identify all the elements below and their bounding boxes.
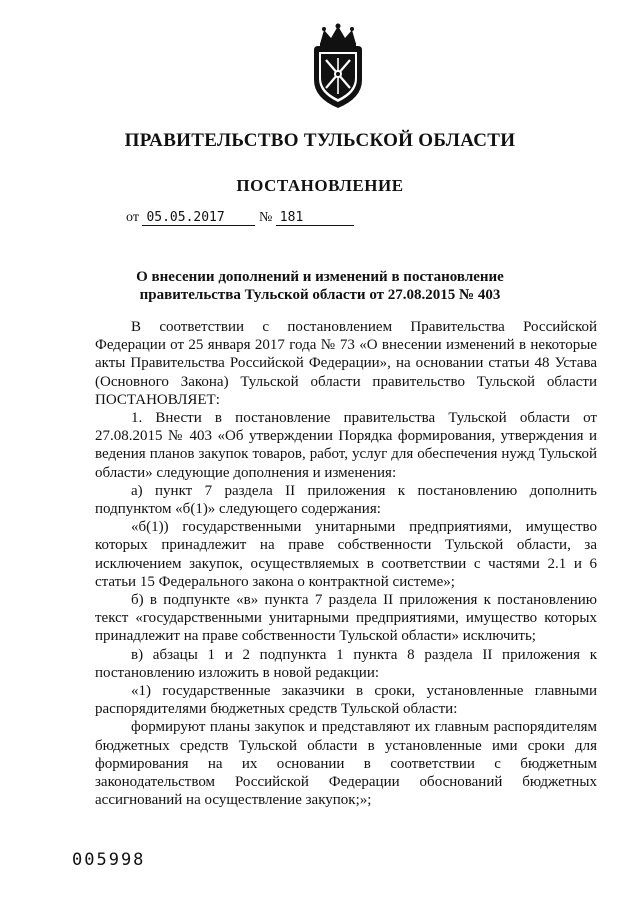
tula-coat-of-arms-icon [306,22,370,110]
paragraph-subitem-b: б) в подпункте «в» пункта 7 раздела II приложения к постановлению текст «государственными унитарными предприятиями, имущество которых принадлежит на праве собственности Тульской области» исключить; [95,592,597,645]
paragraph-plans: формируют планы закупок и представляют их главным распорядителям бюджетных средств Тульской области в установленные ими сроки для формирования на их основании в соответствии с бюджетным законодательством Российской Федерации обоснований бюджетных ассигнований на осуществление закупок;»; [95,719,597,809]
government-title: ПРАВИТЕЛЬСТВО ТУЛЬСКОЙ ОБЛАСТИ [124,130,516,151]
document-subject [80,268,560,304]
document-number: 181 [276,210,354,226]
paragraph-quote-1: «1) государственные заказчики в сроки, установленные главными распорядителями бюджетных средств Тульской области: [95,683,597,718]
date-number-line [126,210,354,226]
document-body [95,318,597,809]
subject-line-1: О внесении дополнений и изменений в постановление [136,269,504,285]
paragraph-subitem-a: а) пункт 7 раздела II приложения к постановлению дополнить подпунктом «б(1)» следующего содержания: [95,482,597,518]
serial-number: 005998 [72,850,146,870]
document-date: 05.05.2017 [142,210,255,226]
date-prefix: от [126,210,139,225]
number-prefix: № [258,210,273,225]
paragraph-preamble: В соответствии с постановлением Правительства Российской Федерации от 25 января 2017 года № 73 «О внесении изменений в некоторые акты Правительства Российской Федерации», на основании статьи 48 Устава (Основного Закона) Тульской области правительство Тульской области ПОСТАНОВЛЯЕТ: [95,319,597,408]
paragraph-subitem-v: в) абзацы 1 и 2 подпункта 1 пункта 8 раздела II приложения к постановлению изложить в новой редакции: [95,646,597,681]
paragraph-item-1: 1. Внести в постановление правительства Тульской области от 27.08.2015 № 403 «Об утверждении Порядка формирования, утверждения и ведения планов закупок товаров, работ, услуг для обеспечения нужд Тульской области» следующие дополнения и изменения: [95,410,597,481]
paragraph-quote-b1: «б(1)) государственными унитарными предприятиями, имущество которых принадлежит на праве собственности Тульской области, за исключением закупок, осуществляемых в соответствии с частями 2.1 и 6 статьи 15 Федерального закона о контрактной системе»; [95,519,597,590]
document-type: ПОСТАНОВЛЕНИЕ [236,176,404,195]
subject-line-2: правительства Тульской области от 27.08.2015 № 403 [139,287,501,303]
